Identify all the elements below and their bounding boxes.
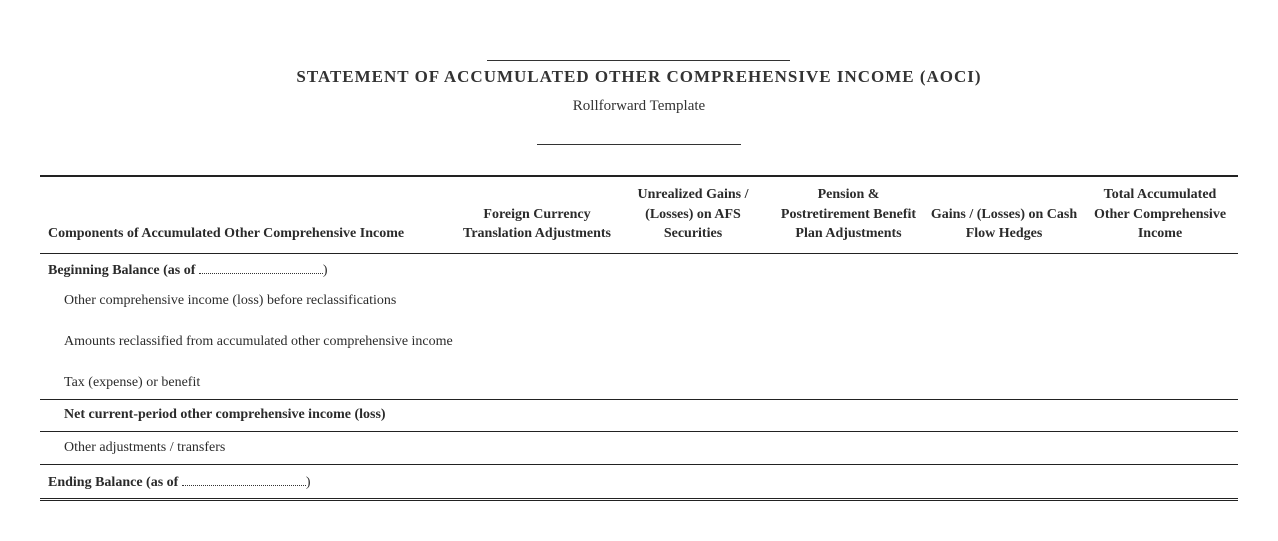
table-row-amounts-reclassified (40, 317, 1238, 368)
table-cell[interactable] (771, 464, 926, 499)
table-cell[interactable] (926, 431, 1082, 464)
table-cell[interactable] (926, 399, 1082, 431)
column-header-components: Components of Accumulated Other Comprehensive Income (48, 226, 405, 241)
table-row-other-adjustments (40, 431, 1238, 464)
table-cell[interactable] (1082, 399, 1238, 431)
table-cell[interactable] (771, 285, 926, 317)
other-adjustments-label: Other adjustments / transfers (64, 439, 226, 455)
table-cell[interactable] (459, 253, 615, 285)
table-header-row (40, 176, 1238, 253)
table-row-net-current-period (40, 399, 1238, 431)
table-cell[interactable] (1082, 431, 1238, 464)
table-cell[interactable] (926, 253, 1082, 285)
table-row-beginning-balance (40, 253, 1238, 285)
table-cell[interactable] (771, 317, 926, 368)
column-header-cash-flow-hedges: Gains / (Losses) on Cash Flow Hedges (930, 206, 1078, 241)
amounts-reclassified-label: Amounts reclassified from accumulated other comprehensive income (64, 334, 453, 349)
title-top-rule (487, 60, 790, 61)
table-cell[interactable] (615, 317, 771, 368)
table-cell[interactable] (459, 399, 615, 431)
column-header-fx-translation: Foreign Currency Translation Adjustments (463, 206, 611, 241)
table-cell[interactable] (615, 285, 771, 317)
tax-label: Tax (expense) or benefit (64, 375, 201, 390)
aoci-rollforward-table (40, 175, 1238, 501)
column-header-afs-securities: Unrealized Gains / (Losses) on AFS Securities (637, 187, 749, 241)
document-subtitle: Rollforward Template (572, 98, 706, 114)
table-cell[interactable] (615, 464, 771, 499)
table-cell[interactable] (771, 431, 926, 464)
table-cell[interactable] (1082, 368, 1238, 400)
table-cell[interactable] (926, 368, 1082, 400)
subtitle-rule (537, 144, 741, 145)
table-row-tax (40, 368, 1238, 400)
beginning-balance-close: ) (322, 263, 328, 278)
ending-balance-text: Ending Balance (as of (48, 475, 179, 490)
table-cell[interactable] (771, 368, 926, 400)
document-title: STATEMENT OF ACCUMULATED OTHER COMPREHENSIVE INCOME (AOCI) (296, 67, 982, 86)
beginning-date-input[interactable] (199, 259, 323, 274)
table-cell[interactable] (459, 464, 615, 499)
table-cell[interactable] (926, 464, 1082, 499)
table-cell[interactable] (459, 285, 615, 317)
ending-balance-label (40, 464, 459, 499)
table-cell[interactable] (459, 368, 615, 400)
table-row-ending-balance (40, 464, 1238, 499)
table-cell[interactable] (1082, 464, 1238, 499)
column-header-pension: Pension & Postretirement Benefit Plan Adjustments (780, 187, 917, 241)
table-cell[interactable] (459, 317, 615, 368)
net-current-period-label: Net current-period other comprehensive income (loss) (64, 407, 386, 422)
beginning-balance-label (40, 253, 459, 285)
table-cell[interactable] (771, 399, 926, 431)
table-cell[interactable] (615, 399, 771, 431)
table-cell[interactable] (459, 431, 615, 464)
table-cell[interactable] (615, 431, 771, 464)
table-cell[interactable] (926, 317, 1082, 368)
table-cell[interactable] (771, 253, 926, 285)
ending-balance-close: ) (305, 475, 311, 490)
beginning-balance-text: Beginning Balance (as of (48, 263, 196, 278)
ending-date-input[interactable] (182, 471, 306, 486)
column-header-total-aoci: Total Accumulated Other Comprehensive Income (1093, 187, 1227, 241)
table-cell[interactable] (615, 368, 771, 400)
oci-before-reclass-label: Other comprehensive income (loss) before reclassifications (64, 292, 397, 308)
table-cell[interactable] (615, 253, 771, 285)
table-cell[interactable] (1082, 317, 1238, 368)
table-row-oci-before-reclass (40, 285, 1238, 317)
table-cell[interactable] (926, 285, 1082, 317)
table-cell[interactable] (1082, 285, 1238, 317)
table-cell[interactable] (1082, 253, 1238, 285)
